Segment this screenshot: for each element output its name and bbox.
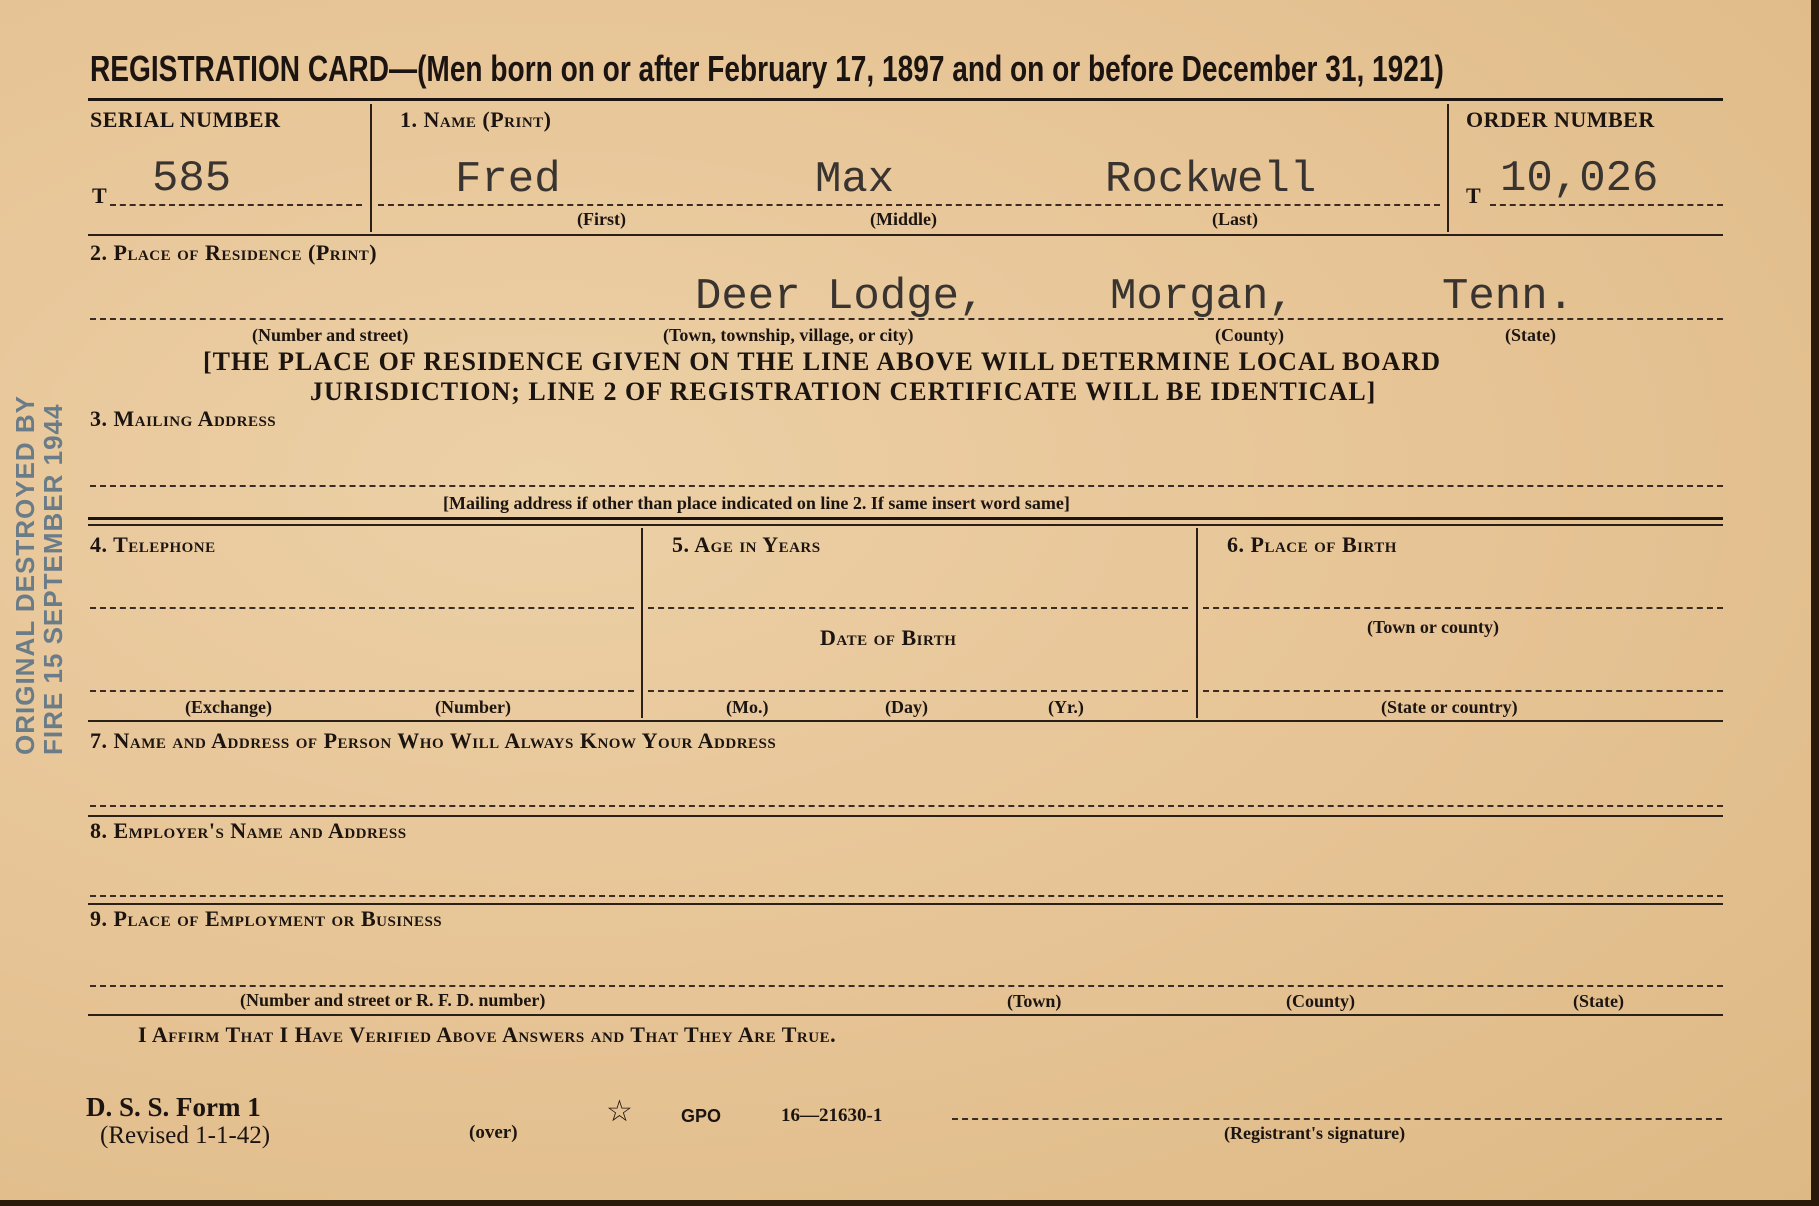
order-line	[1490, 204, 1723, 206]
telephone-exchange-caption: (Exchange)	[185, 697, 272, 717]
residence-notice-line1: [THE PLACE OF RESIDENCE GIVEN ON THE LINE ABOVE WILL DETERMINE LOCAL BOARD	[203, 347, 1441, 376]
row4-bottom-rule	[88, 720, 1723, 722]
serial-prefix: T	[92, 183, 108, 208]
residence-county-value: Morgan,	[1110, 272, 1295, 322]
birthplace-town-caption: (Town or county)	[1367, 617, 1500, 637]
name-first-caption: (First)	[577, 209, 626, 229]
name-last-caption: (Last)	[1212, 209, 1258, 229]
telephone-line-2	[90, 690, 634, 692]
print-code: 16—21630-1	[781, 1105, 883, 1126]
residence-county-caption: (County)	[1215, 325, 1285, 345]
mailing-line	[90, 485, 1723, 487]
name-first-value: Fred	[455, 155, 561, 205]
dob-year-caption: (Yr.)	[1048, 697, 1084, 717]
row4-divider-left	[641, 528, 643, 718]
fire-stamp-line2: FIRE 15 SEPTEMBER 1944	[38, 403, 68, 755]
age-line	[648, 607, 1188, 609]
birthplace-line-2	[1203, 690, 1723, 692]
row1-bottom-rule	[88, 234, 1723, 236]
employment-county-caption: (County)	[1286, 991, 1356, 1011]
birthplace-label: 6. Place of Birth	[1227, 532, 1397, 557]
order-number-label: ORDER NUMBER	[1466, 107, 1655, 132]
residence-town-caption: (Town, township, village, or city)	[663, 325, 914, 345]
serial-number-value: 585	[152, 154, 232, 204]
row9-bottom-rule	[88, 1014, 1723, 1016]
age-label: 5. Age in Years	[672, 532, 821, 557]
residence-town-value: Deer Lodge,	[695, 272, 986, 322]
fire-stamp-line1: ORIGINAL DESTROYED BY	[10, 394, 40, 755]
order-number-value: 10,026	[1500, 154, 1659, 204]
dob-day-caption: (Day)	[885, 697, 928, 717]
dob-label: Date of Birth	[820, 625, 957, 650]
mailing-label: 3. Mailing Address	[90, 406, 277, 431]
card-title: REGISTRATION CARD—(Men born on or after February 17, 1897 and on or before December 31, 1921)	[90, 48, 1444, 89]
serial-number-label: SERIAL NUMBER	[90, 107, 281, 132]
dob-line	[648, 690, 1188, 692]
signature-caption: (Registrant's signature)	[1224, 1123, 1406, 1143]
employment-line	[90, 985, 1723, 987]
residence-notice-line2: JURISDICTION; LINE 2 OF REGISTRATION CERTIFICATE WILL BE IDENTICAL]	[310, 377, 1377, 406]
employer-line	[90, 895, 1723, 897]
name-middle-value: Max	[815, 155, 895, 205]
name-label: 1. Name (Print)	[400, 107, 552, 132]
order-prefix: T	[1466, 183, 1482, 208]
row7-bottom-rule	[88, 815, 1723, 817]
title-rule	[88, 98, 1723, 101]
name-last-value: Rockwell	[1105, 155, 1317, 205]
row8-bottom-rule	[88, 903, 1723, 905]
residence-street-caption: (Number and street)	[252, 325, 409, 345]
employer-label: 8. Employer's Name and Address	[90, 818, 407, 843]
residence-line	[90, 318, 1723, 320]
star-icon: ☆	[606, 1094, 633, 1129]
form-revised: (Revised 1-1-42)	[100, 1122, 271, 1149]
row4-divider-right	[1196, 528, 1198, 718]
employment-town-caption: (Town)	[1007, 991, 1062, 1011]
row1-divider-left	[370, 104, 372, 232]
signature-line	[952, 1118, 1722, 1120]
birthplace-state-caption: (State or country)	[1381, 697, 1518, 717]
contact-line	[90, 805, 1723, 807]
contact-label: 7. Name and Address of Person Who Will Always Know Your Address	[90, 728, 777, 753]
dob-month-caption: (Mo.)	[726, 697, 769, 717]
employment-label: 9. Place of Employment or Business	[90, 906, 443, 931]
employment-street-caption: (Number and street or R. F. D. number)	[240, 990, 546, 1010]
telephone-line-1	[90, 607, 634, 609]
name-middle-caption: (Middle)	[870, 209, 937, 229]
row3-bottom-rule	[88, 517, 1723, 520]
residence-state-caption: (State)	[1505, 325, 1556, 345]
gpo-mark: GPO	[681, 1106, 722, 1126]
employment-state-caption: (State)	[1573, 991, 1624, 1011]
residence-state-value: Tenn.	[1442, 272, 1575, 322]
birthplace-line-1	[1203, 607, 1723, 609]
telephone-label: 4. Telephone	[90, 532, 216, 557]
serial-line	[110, 204, 362, 206]
over-note: (over)	[469, 1122, 518, 1143]
affirmation-text: I Affirm That I Have Verified Above Answers and That They Are True.	[138, 1022, 837, 1047]
residence-label: 2. Place of Residence (Print)	[90, 240, 378, 265]
row3-bottom-rule-2	[88, 524, 1723, 526]
form-number: D. S. S. Form 1	[86, 1092, 261, 1122]
row1-divider-right	[1447, 104, 1449, 232]
name-line	[378, 204, 1440, 206]
mailing-caption: [Mailing address if other than place indicated on line 2. If same insert word same]	[443, 493, 1070, 513]
telephone-number-caption: (Number)	[435, 697, 511, 717]
